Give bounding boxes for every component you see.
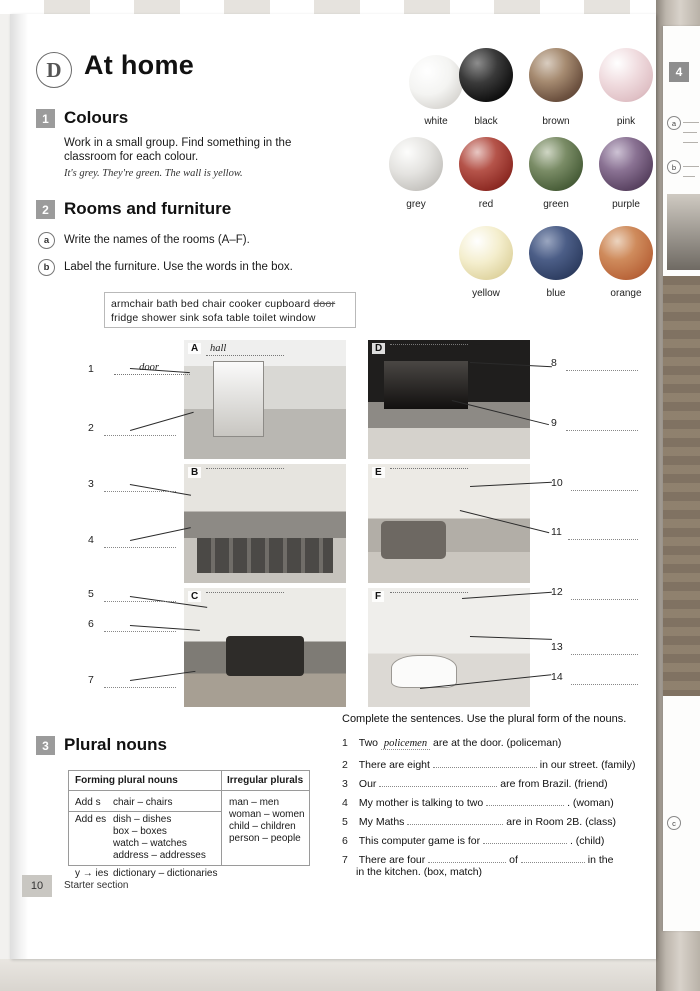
photo-e-living-room bbox=[368, 464, 530, 583]
colour-swatch-brown bbox=[529, 48, 583, 102]
label-number-13: 13 bbox=[551, 641, 563, 653]
footer-section-label: Starter section bbox=[64, 880, 129, 891]
table-row-divider bbox=[69, 865, 221, 866]
question-number: 1 bbox=[342, 737, 348, 749]
label-number-2: 2 bbox=[88, 422, 94, 434]
colour-label-pink: pink bbox=[616, 116, 636, 127]
label-answer-3[interactable] bbox=[104, 490, 176, 492]
question-text-after: are from Brazil. (friend) bbox=[500, 778, 608, 790]
question-text-before: There are four bbox=[358, 854, 426, 866]
facing-page-letter-b: b bbox=[667, 160, 681, 174]
colour-swatch-green bbox=[529, 137, 583, 191]
question-answer-a[interactable] bbox=[428, 851, 506, 863]
label-answer-6[interactable] bbox=[104, 630, 176, 632]
page-title: At home bbox=[84, 50, 195, 80]
table-example: dictionary – dictionaries bbox=[113, 868, 218, 879]
colour-label-purple: purple bbox=[612, 199, 640, 210]
spine-shadow bbox=[10, 14, 28, 959]
photo-letter-b: B bbox=[188, 467, 201, 478]
facing-page-photo bbox=[667, 194, 700, 270]
colour-swatch-pink bbox=[599, 48, 653, 102]
photo-d-answer[interactable] bbox=[390, 343, 468, 345]
photo-b-kitchen bbox=[184, 464, 346, 583]
colours-instruction: Work in a small group. Find something in the classroom for each colour. bbox=[64, 137, 292, 163]
section-title-rooms: Rooms and furniture bbox=[64, 199, 232, 218]
label-number-9: 9 bbox=[551, 417, 557, 429]
word-bank-box bbox=[104, 292, 356, 328]
label-answer-10[interactable] bbox=[571, 489, 638, 491]
label-number-3: 3 bbox=[88, 478, 94, 490]
plural-question-1 bbox=[342, 737, 561, 749]
facing-page-letter-c: c bbox=[667, 816, 681, 830]
colour-swatch-red bbox=[459, 137, 513, 191]
question-text-before: My Maths bbox=[358, 816, 405, 828]
question-answer[interactable]: policemen bbox=[381, 738, 430, 750]
task-letter-a: a bbox=[38, 232, 55, 249]
table-example: box – boxes bbox=[113, 826, 167, 837]
label-answer-11[interactable] bbox=[568, 538, 638, 540]
colour-label-blue: blue bbox=[546, 288, 566, 299]
question-number: 2 bbox=[342, 759, 348, 771]
question-text-before: There are eight bbox=[358, 759, 430, 771]
colour-swatch-purple bbox=[599, 137, 653, 191]
table-example: watch – watches bbox=[113, 838, 187, 849]
facing-page-preview bbox=[663, 26, 700, 931]
label-answer-8[interactable] bbox=[566, 369, 638, 371]
label-answer-5[interactable] bbox=[104, 600, 176, 602]
photo-a-hall bbox=[184, 340, 346, 459]
question-text-after: in our street. (family) bbox=[539, 759, 636, 771]
question-number: 4 bbox=[342, 797, 348, 809]
table-rule-adds: Add s bbox=[75, 797, 101, 808]
question-number: 3 bbox=[342, 778, 348, 790]
plural-question-3 bbox=[342, 775, 608, 790]
task-letter-b: b bbox=[38, 259, 55, 276]
page-number: 10 bbox=[22, 875, 52, 897]
photo-letter-f: F bbox=[372, 591, 384, 602]
section-title-plural: Plural nouns bbox=[64, 735, 167, 754]
colour-swatch-blue bbox=[529, 226, 583, 280]
label-number-8: 8 bbox=[551, 357, 557, 369]
label-number-7: 7 bbox=[88, 674, 94, 686]
colour-swatch-white bbox=[409, 55, 463, 109]
label-answer-7[interactable] bbox=[104, 686, 176, 688]
photo-e-answer[interactable] bbox=[390, 467, 468, 469]
photo-d-bedroom bbox=[368, 340, 530, 459]
task-b-text: Label the furniture. Use the words in the box. bbox=[64, 261, 293, 273]
question-answer[interactable] bbox=[407, 813, 503, 825]
question-answer[interactable] bbox=[433, 756, 537, 768]
colour-swatch-grey bbox=[389, 137, 443, 191]
question-text-after: . (child) bbox=[569, 835, 605, 847]
question-text-before: My mother is talking to two bbox=[358, 797, 484, 809]
table-example: chair – chairs bbox=[113, 797, 173, 808]
unit-letter-badge: D bbox=[36, 52, 72, 88]
question-text-before: Two bbox=[358, 737, 378, 749]
question-text-tail: in the bbox=[587, 854, 614, 866]
facing-page-rule bbox=[683, 122, 699, 123]
question-number: 7 bbox=[342, 854, 348, 866]
question-answer[interactable] bbox=[486, 794, 564, 806]
label-number-12: 12 bbox=[551, 586, 563, 598]
colour-label-orange: orange bbox=[610, 288, 642, 299]
table-example: address – addresses bbox=[113, 850, 206, 861]
facing-page-unit-number: 4 bbox=[669, 62, 689, 82]
section-title-colours: Colours bbox=[64, 108, 129, 127]
plural-nouns-table bbox=[68, 770, 310, 879]
word-bank-line-2: fridge shower sink sofa table toilet window bbox=[111, 312, 316, 324]
photo-f-bathroom bbox=[368, 588, 530, 707]
photo-letter-e: E bbox=[372, 467, 385, 478]
facing-page-floor-texture bbox=[663, 276, 700, 696]
question-text-after: . (woman) bbox=[567, 797, 614, 809]
question-text-after: are in Room 2B. (class) bbox=[506, 816, 616, 828]
label-answer-9[interactable] bbox=[566, 429, 638, 431]
plural-question-4 bbox=[342, 794, 614, 809]
scan-bottom-edge bbox=[0, 959, 700, 991]
colour-label-white: white bbox=[424, 116, 448, 127]
plural-exercise-instruction: Complete the sentences. Use the plural form of the nouns. bbox=[342, 713, 627, 725]
table-irregular: child – children bbox=[229, 821, 296, 832]
table-row-divider bbox=[69, 811, 221, 812]
photo-letter-a: A bbox=[188, 343, 201, 354]
colour-label-red: red bbox=[478, 199, 494, 210]
photo-letter-c: C bbox=[188, 591, 201, 602]
question-text-after: are at the door. (policeman) bbox=[433, 737, 562, 749]
plural-question-5 bbox=[342, 813, 616, 828]
label-number-5: 5 bbox=[88, 588, 94, 600]
photo-c-dining-room bbox=[184, 588, 346, 707]
facing-page-rule bbox=[683, 142, 698, 143]
colour-label-yellow: yellow bbox=[472, 288, 500, 299]
plural-question-2 bbox=[342, 756, 636, 771]
section-number-2: 2 bbox=[36, 200, 55, 219]
label-answer-14[interactable] bbox=[571, 683, 638, 685]
question-answer[interactable] bbox=[379, 775, 497, 787]
table-irregular: man – men bbox=[229, 797, 280, 808]
question-answer[interactable] bbox=[483, 832, 567, 844]
question-text-before: This computer game is for bbox=[358, 835, 481, 847]
photo-c-answer[interactable] bbox=[206, 591, 284, 593]
facing-page-letter-a: a bbox=[667, 116, 681, 130]
label-number-14: 14 bbox=[551, 671, 563, 683]
label-answer-13[interactable] bbox=[571, 653, 638, 655]
table-rule-addes: Add es bbox=[75, 814, 107, 825]
label-number-6: 6 bbox=[88, 618, 94, 630]
colour-label-brown: brown bbox=[542, 116, 570, 127]
label-answer-4[interactable] bbox=[104, 546, 176, 548]
table-column-divider bbox=[221, 771, 222, 865]
colour-swatch-orange bbox=[599, 226, 653, 280]
plural-question-6 bbox=[342, 832, 604, 847]
question-text-mid: of bbox=[509, 854, 518, 866]
photo-a-answer[interactable]: hall bbox=[206, 343, 284, 356]
table-rule-yies: y → ies bbox=[75, 868, 109, 879]
question-text-before: Our bbox=[358, 778, 377, 790]
table-irregular: woman – women bbox=[229, 809, 305, 820]
label-number-10: 10 bbox=[551, 477, 563, 489]
label-number-4: 4 bbox=[88, 534, 94, 546]
table-irregular: person – people bbox=[229, 833, 301, 844]
photo-letter-d: D bbox=[372, 343, 385, 354]
table-header-forming: Forming plural nouns bbox=[69, 771, 221, 791]
colour-swatch-black bbox=[459, 48, 513, 102]
colour-label-black: black bbox=[474, 116, 498, 127]
plural-question-7 bbox=[342, 851, 613, 866]
photo-f-answer[interactable] bbox=[390, 591, 468, 593]
label-answer-12[interactable] bbox=[571, 598, 638, 600]
facing-page-rule bbox=[683, 176, 695, 177]
label-number-1: 1 bbox=[88, 363, 94, 375]
section-number-3: 3 bbox=[36, 736, 55, 755]
scan-top-edge bbox=[0, 0, 700, 14]
photo-b-answer[interactable] bbox=[206, 467, 284, 469]
colour-swatch-yellow bbox=[459, 226, 513, 280]
table-example: dish – dishes bbox=[113, 814, 172, 825]
table-header-irregular: Irregular plurals bbox=[221, 771, 310, 791]
label-number-11: 11 bbox=[551, 526, 562, 538]
facing-page-rule bbox=[683, 166, 699, 167]
plural-question-7-continued: in the kitchen. (box, match) bbox=[356, 866, 483, 878]
task-a-text: Write the names of the rooms (A–F). bbox=[64, 234, 250, 246]
word-bank-line-1: armchair bath bed chair cooker cupboard door bbox=[111, 298, 336, 310]
label-answer-1[interactable]: door bbox=[114, 362, 190, 375]
facing-page-rule bbox=[683, 132, 697, 133]
question-number: 5 bbox=[342, 816, 348, 828]
question-number: 6 bbox=[342, 835, 348, 847]
colour-label-grey: grey bbox=[406, 199, 426, 210]
label-answer-2[interactable] bbox=[104, 434, 176, 436]
question-answer-b[interactable] bbox=[521, 851, 585, 863]
colour-label-green: green bbox=[543, 199, 569, 210]
colours-examples: It's grey. They're green. The wall is yellow. bbox=[64, 168, 243, 179]
section-number-1: 1 bbox=[36, 109, 55, 128]
